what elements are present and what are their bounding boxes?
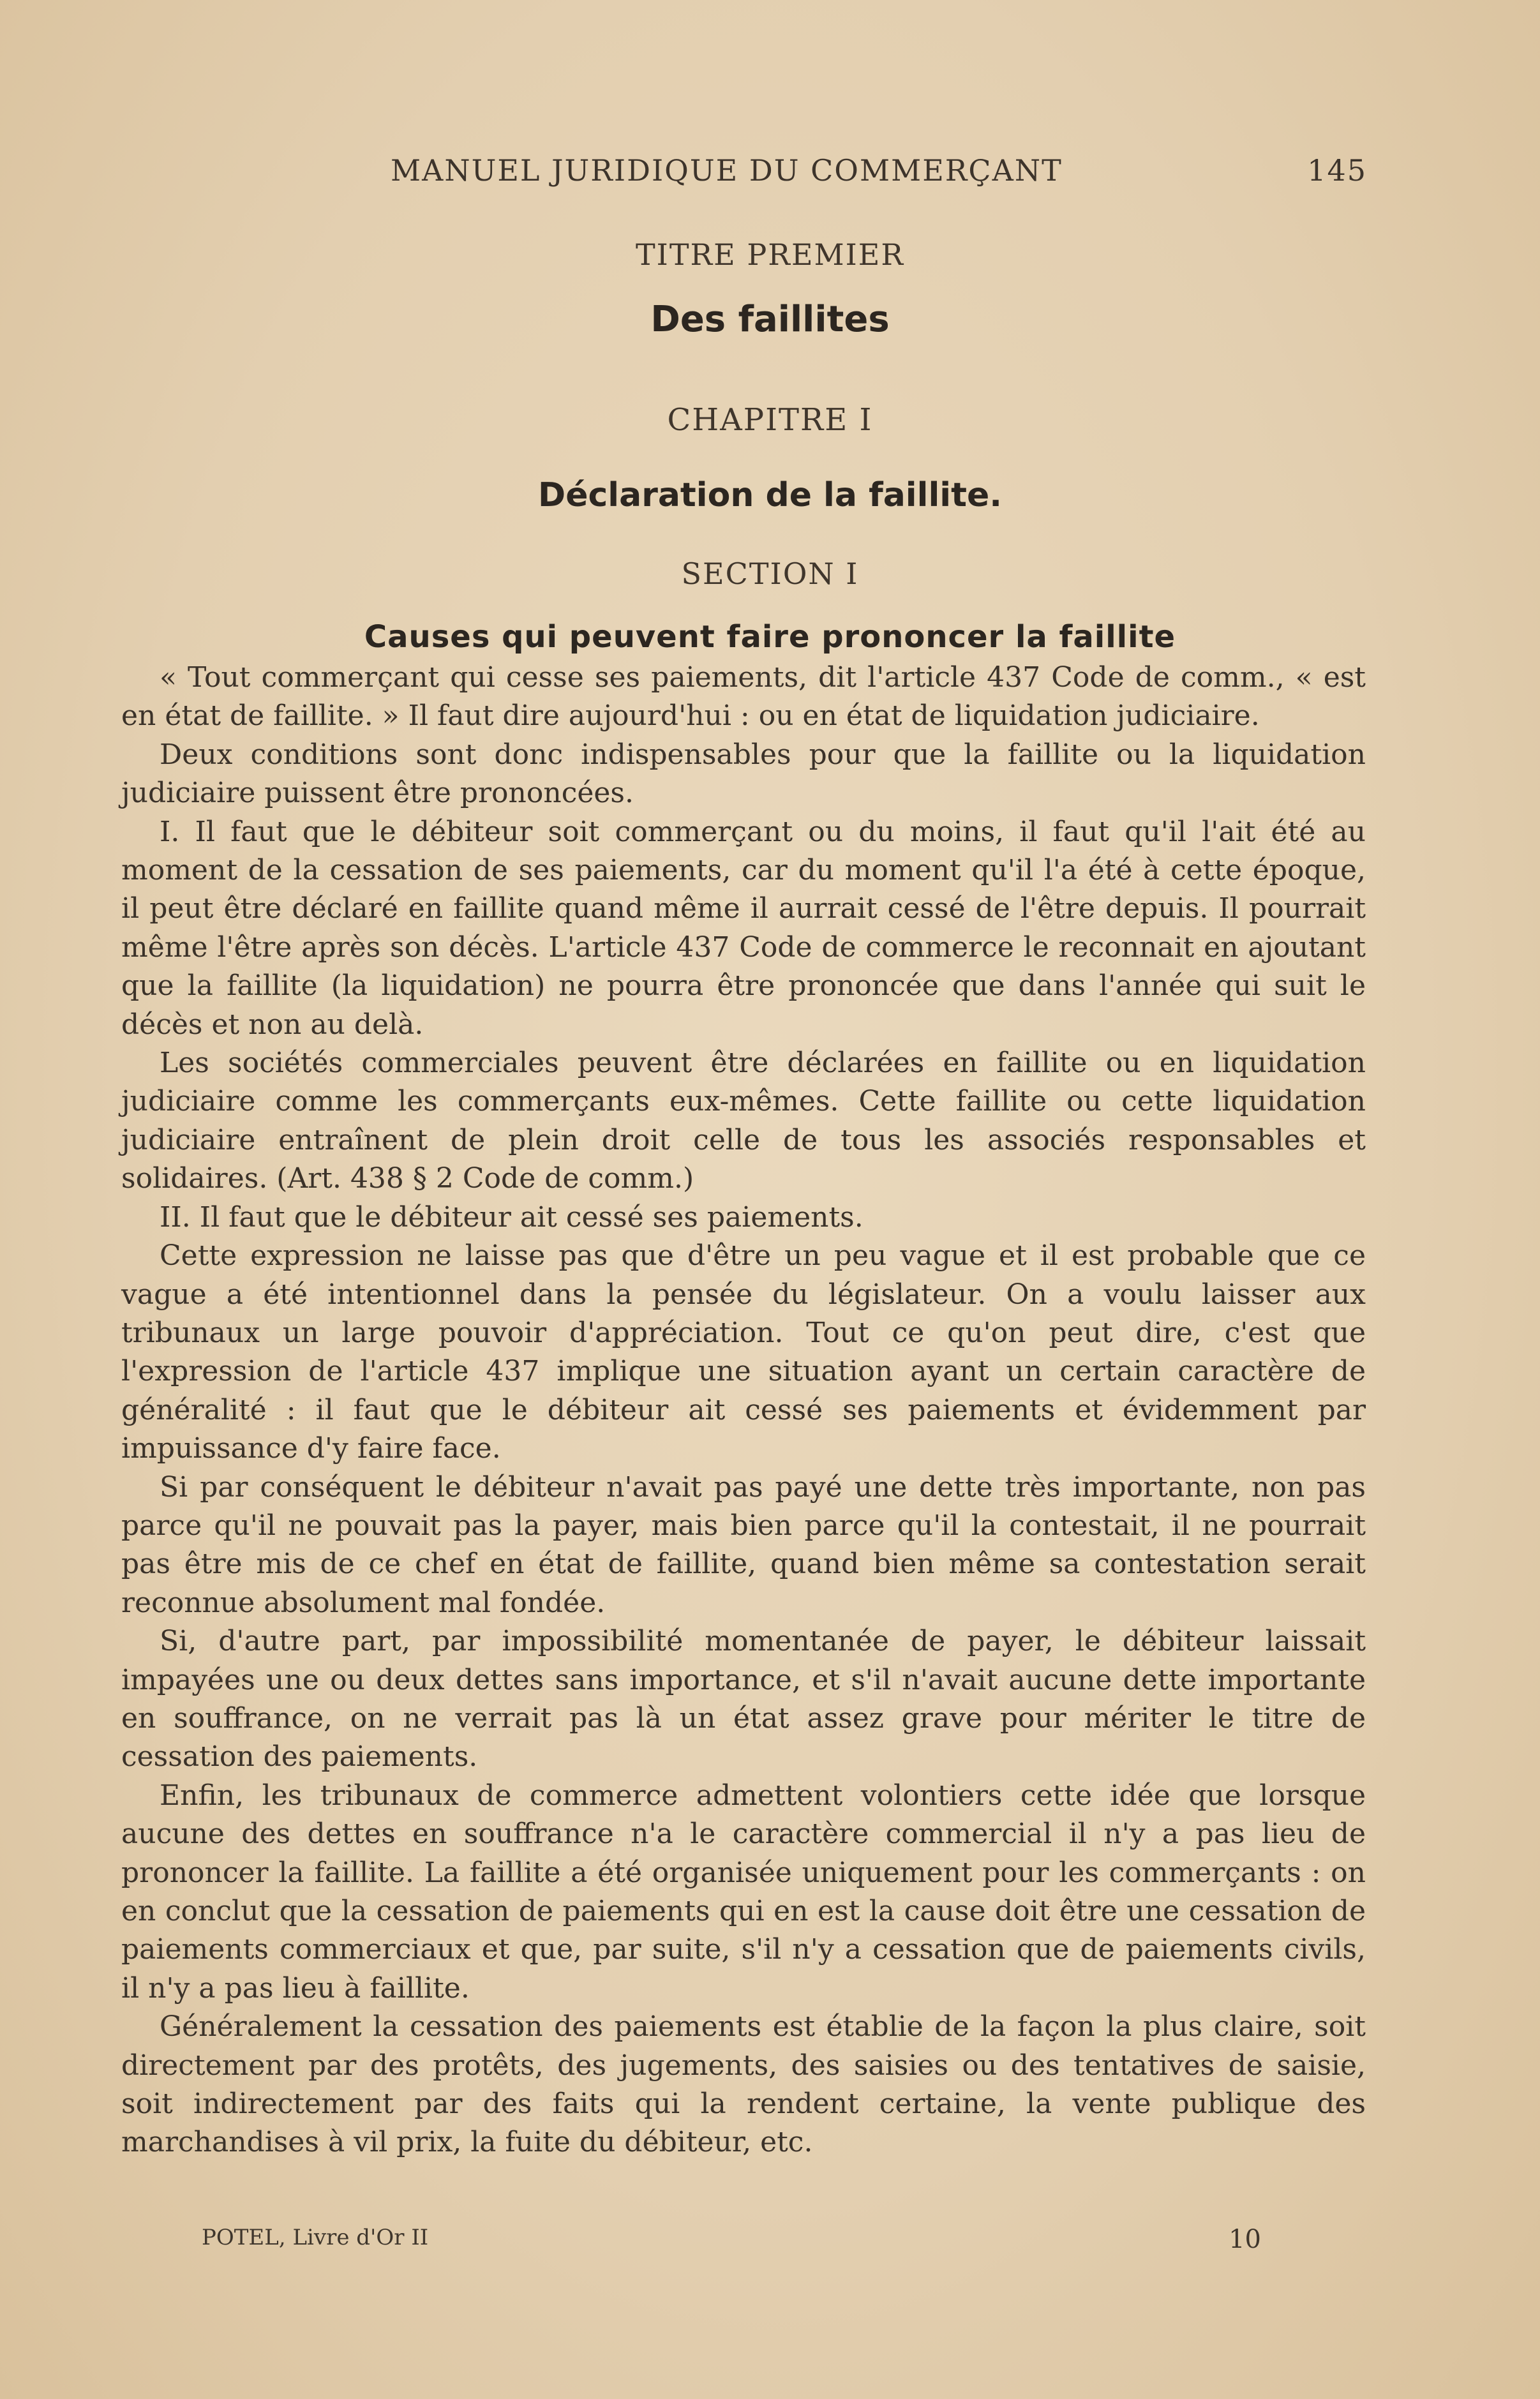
signature-number: 10 bbox=[1229, 2225, 1261, 2254]
page-footer bbox=[202, 2225, 1261, 2254]
paragraph: « Tout commerçant qui cesse ses paiements, dit l'article 437 Code de comm., « est en état de faillite. » Il faut dire aujourd'hui : ou en état de liquidation judiciaire. bbox=[121, 661, 1366, 733]
running-title: MANUEL JURIDIQUE DU COMMERÇANT bbox=[391, 153, 1063, 188]
section-label: SECTION I bbox=[681, 557, 859, 591]
titre-label: TITRE PREMIER bbox=[635, 237, 905, 272]
part-title: Des faillites bbox=[650, 299, 890, 340]
running-header bbox=[391, 153, 1367, 188]
paragraph: Si par conséquent le débiteur n'avait pas payé une dette très importante, non pas parce qu'il ne pouvait pas la payer, mais bien parce qu'il la contestait, il ne pourrait pas être mis de ce chef en état de faillite, quand bien même sa contestation serait reconnue absolument mal fondée. bbox=[121, 1470, 1366, 1619]
paragraph: Généralement la cessation des paiements est établie de la façon la plus claire, soit directement par des protêts, des jugements, des saisies ou des tentatives de saisie, soit indirectement par des faits qui la rendent certaine, la vente publique des marchandises à vil prix, la fuite du débiteur, etc. bbox=[121, 2010, 1366, 2159]
paragraph: II. Il faut que le débiteur ait cessé ses paiements. bbox=[160, 1200, 863, 1234]
page-number: 145 bbox=[1307, 153, 1367, 188]
chapter-label: CHAPITRE I bbox=[667, 402, 873, 438]
paragraph: I. Il faut que le débiteur soit commerçant ou du moins, il faut qu'il l'ait été au moment de la cessation de ses paiements, car du moment qu'il l'a été à cette époque, il peut être déclaré en faillite quand même il aurrait cessé de l'être depuis. Il pourrait même l'être après son décès. L'article 437 Code de commerce le reconnait en ajoutant que la faillite (la liquidation) ne pourra être prononcée que dans l'année qui suit le décès et non au delà. bbox=[121, 815, 1366, 1041]
chapter-title: Déclaration de la faillite. bbox=[538, 476, 1002, 514]
printer-signature: POTEL, Livre d'Or II bbox=[202, 2225, 429, 2250]
paragraph: Cette expression ne laisse pas que d'être un peu vague et il est probable que ce vague a été intentionnel dans la pensée du législateur. On a voulu laisser aux tribunaux un large pouvoir d'appréciation. Tout ce qu'on peut dire, c'est que l'expression de l'article 437 implique une situation ayant un certain caractère de généralité : il faut que le débiteur ait cessé ses paiements et évidemment par impuissance d'y faire face. bbox=[121, 1239, 1366, 1465]
body-text bbox=[121, 659, 1366, 2162]
paragraph: Si, d'autre part, par impossibilité momentanée de payer, le débiteur laissait impayées une ou deux dettes sans importance, et s'il n'avait aucune dette importante en souffrance, on ne verrait pas là un état assez grave pour mériter le titre de cessation des paiements. bbox=[121, 1625, 1366, 1774]
section-title: Causes qui peuvent faire prononcer la faillite bbox=[364, 619, 1176, 655]
paragraph: Les sociétés commerciales peuvent être déclarées en faillite ou en liquidation judiciaire comme les commerçants eux-mêmes. Cette faillite ou cette liquidation judiciaire entraînent de plein droit celle de tous les associés responsables et solidaires. (Art. 438 § 2 Code de comm.) bbox=[121, 1047, 1366, 1195]
paragraph: Deux conditions sont donc indispensables pour que la faillite ou la liquidation judiciaire puissent être prononcées. bbox=[121, 738, 1366, 810]
paragraph: Enfin, les tribunaux de commerce admettent volontiers cette idée que lorsque aucune des dettes en souffrance n'a le caractère commercial il n'y a pas lieu de prononcer la faillite. La faillite a été organisée uniquement pour les commerçants : on en conclut que la cessation de paiements qui en est la cause doit être une cessation de paiements commerciaux et que, par suite, s'il n'y a cessation que de paiements civils, il n'y a pas lieu à faillite. bbox=[121, 1779, 1366, 2005]
